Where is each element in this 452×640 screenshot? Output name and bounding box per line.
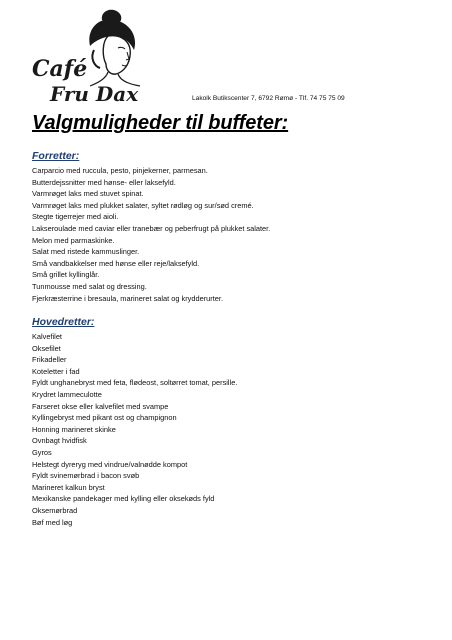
list-item: Tunmousse med salat og dressing.	[32, 281, 147, 291]
address-line: Lakolk Butikscenter 7, 6792 Rømø - Tlf. 74 75 75 09	[192, 95, 345, 102]
list-item: Butterdejssnitter med hønse- eller laksefyld.	[32, 177, 176, 187]
list-item: Kyllingebryst med pikant ost og champignon	[32, 413, 177, 423]
hovedretter-list	[32, 331, 432, 528]
list-item: Ovnbagt hvidfisk	[32, 436, 87, 446]
list-item: Lakseroulade med caviar eller tranebær og peberfrugt på plukket salater.	[32, 223, 271, 233]
list-item: Stegte tigerrejer med aioli.	[32, 212, 119, 222]
list-item: Mexikanske pandekager med kylling eller oksekøds fyld	[32, 494, 215, 504]
list-item: Fyldt unghanebryst med feta, flødeost, soltørret tomat, persille.	[32, 378, 238, 388]
list-item: Honning marineret skinke	[32, 424, 116, 434]
list-item: Varmrøget laks med stuvet spinat.	[32, 189, 144, 199]
list-item: Frikadeller	[32, 355, 67, 365]
list-item: Fjerkræsterrine i bresaula, marineret salat og krydderurter.	[32, 293, 223, 303]
list-item: Kalvefilet	[32, 332, 62, 341]
section-hovedretter	[32, 316, 432, 528]
list-item: Carparcio med ruccula, pesto, pinjekerner, parmesan.	[32, 166, 208, 175]
cafe-logo	[30, 6, 170, 106]
logo-text-fru-dax: Fru Dax	[50, 82, 139, 106]
list-item: Melon med parmaskinke.	[32, 235, 115, 245]
list-item: Fyldt svinemørbrad i bacon svøb	[32, 471, 140, 481]
list-item: Små grillet kyllinglår.	[32, 270, 100, 280]
logo-text-cafe: Café	[32, 56, 88, 82]
list-item: Bøf med løg	[32, 517, 73, 527]
list-item: Gyros	[32, 447, 52, 457]
list-item: Oksefilet	[32, 343, 61, 353]
list-item: Koteletter i fad	[32, 366, 80, 376]
section-forretter	[32, 150, 432, 304]
list-item: Krydret lammeculotte	[32, 389, 102, 399]
forretter-list	[32, 165, 432, 304]
woman-portrait-logo-icon	[30, 6, 170, 106]
list-item: Helstegt dyreryg med vindrue/valnødde kompot	[32, 459, 188, 469]
list-item: Små vandbakkelser med hønse eller reje/laksefyld.	[32, 258, 200, 268]
list-item: Salat med ristede kammuslinger.	[32, 247, 140, 257]
list-item: Oksemørbrad	[32, 505, 78, 515]
section-heading-hovedretter: Hovedretter:	[32, 316, 95, 328]
section-heading-forretter: Forretter:	[32, 150, 80, 162]
list-item: Marineret kalkun bryst	[32, 482, 105, 492]
page-title: Valgmuligheder til buffeter:	[32, 112, 289, 134]
page-header	[0, 0, 452, 110]
list-item: Farseret okse eller kalvefilet med svampe	[32, 401, 169, 411]
list-item: Varmrøget laks med plukket salater, syltet rødløg og sur/sød cremé.	[32, 200, 254, 210]
